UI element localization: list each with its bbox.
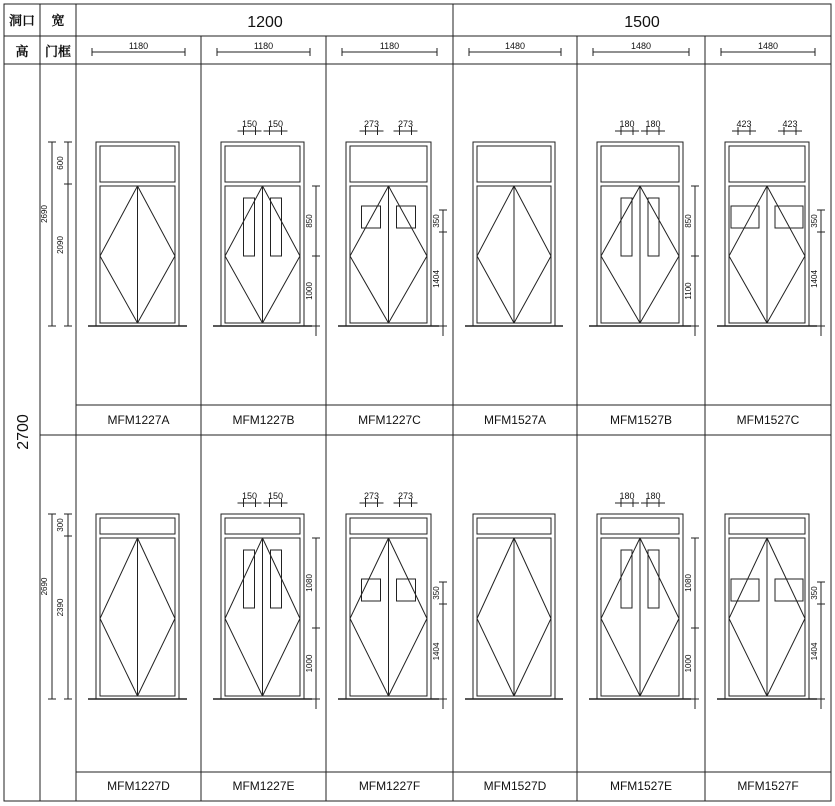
total-height-label: 2690 — [40, 205, 49, 223]
transom-panel — [350, 146, 427, 182]
model-label: MFM1227F — [358, 779, 421, 793]
door-mfm1227b — [213, 119, 320, 427]
window-dim-label: 180 — [619, 491, 635, 501]
transom-panel — [601, 146, 679, 182]
side-dim-label-lower: 1000 — [305, 654, 314, 673]
door-mfm1527c — [717, 119, 825, 427]
model-label: MFM1227B — [232, 413, 295, 427]
door-mfm1227c — [338, 119, 447, 427]
model-label: MFM1227D — [107, 779, 170, 793]
transom-panel — [601, 518, 679, 534]
swing-right — [389, 538, 428, 696]
transom-panel — [729, 146, 805, 182]
side-dim-label-upper: 850 — [305, 214, 314, 228]
door-mfm1527b — [589, 119, 699, 427]
window-dim-label: 273 — [363, 491, 380, 501]
vision-window-left — [244, 198, 255, 256]
swing-left — [350, 186, 389, 323]
frame-label: 门框 — [44, 44, 72, 59]
swing-left — [477, 538, 514, 696]
model-label: MFM1527D — [483, 779, 547, 793]
side-dim-label-lower: 1404 — [432, 642, 441, 661]
swing-left — [729, 186, 767, 323]
height-value: 2700 — [15, 414, 32, 450]
window-dim-label: 150 — [267, 491, 284, 501]
door-mfm1527a — [465, 142, 563, 427]
window-dim-label: 180 — [619, 119, 635, 129]
vision-window-left — [731, 579, 759, 601]
transom-height-label: 300 — [56, 518, 65, 532]
door-mfm1527f — [717, 514, 825, 793]
vision-window-right — [775, 579, 803, 601]
side-dim-label-upper: 1080 — [305, 574, 314, 592]
window-dim-label: 423 — [782, 119, 798, 129]
model-label: MFM1527F — [737, 779, 799, 793]
leaf-height-label: 2390 — [56, 598, 65, 617]
window-dim-label: 423 — [736, 119, 752, 129]
swing-left — [350, 538, 389, 696]
window-dim-label: 150 — [267, 119, 284, 129]
side-dim-label-lower: 1404 — [810, 642, 819, 661]
width-label: 宽 — [51, 13, 65, 28]
side-dim-label-lower: 1404 — [810, 270, 819, 288]
swing-right — [767, 538, 805, 696]
side-dim-label-upper: 350 — [810, 586, 819, 600]
vision-window-right — [271, 198, 282, 256]
window-dim-label: 180 — [645, 491, 661, 501]
side-dim-label-upper: 350 — [432, 586, 441, 600]
model-label: MFM1527E — [609, 779, 673, 793]
total-height-label: 2690 — [40, 577, 49, 596]
swing-left — [729, 538, 767, 696]
leaf-height-label: 2090 — [56, 236, 65, 254]
swing-left — [100, 186, 138, 323]
transom-height-label: 600 — [56, 156, 65, 170]
model-label: MFM1227C — [358, 413, 421, 427]
transom-panel — [477, 146, 551, 182]
side-dim-label-lower: 1000 — [305, 282, 314, 300]
hole-label: 洞口 — [8, 13, 36, 28]
swing-left — [100, 538, 138, 696]
side-dim-label-upper: 350 — [810, 214, 819, 228]
width-group-1200: 1200 — [247, 14, 283, 31]
transom-panel — [225, 518, 300, 534]
swing-right — [514, 186, 551, 323]
vision-window-right — [397, 579, 416, 601]
side-dim-label-upper: 350 — [432, 214, 441, 228]
side-dim-label-lower: 1404 — [432, 270, 441, 288]
frame-width-label: 1180 — [379, 41, 400, 51]
window-dim-label: 180 — [645, 119, 661, 129]
window-dim-label: 150 — [241, 119, 258, 129]
side-dim-label-lower: 1100 — [684, 282, 693, 300]
transom-panel — [477, 518, 551, 534]
swing-right — [138, 186, 176, 323]
transom-panel — [100, 518, 175, 534]
model-label: MFM1227E — [232, 779, 295, 793]
swing-left — [477, 186, 514, 323]
door-mfm1227d — [88, 514, 187, 793]
door-mfm1527e — [589, 491, 699, 793]
vision-window-right — [648, 198, 659, 256]
frame-width-label: 1180 — [253, 41, 274, 51]
transom-panel — [100, 146, 175, 182]
door-mfm1227e — [213, 491, 320, 793]
swing-right — [767, 186, 805, 323]
height-label: 高 — [15, 44, 29, 59]
swing-right — [514, 538, 551, 696]
swing-right — [138, 538, 176, 696]
window-dim-label: 150 — [241, 491, 258, 501]
side-dim-label-upper: 1080 — [684, 574, 693, 592]
transom-panel — [350, 518, 427, 534]
model-label: MFM1527B — [609, 413, 673, 427]
model-label: MFM1527A — [483, 413, 547, 427]
transom-panel — [729, 518, 805, 534]
window-dim-label: 273 — [397, 491, 414, 501]
transom-panel — [225, 146, 300, 182]
door-mfm1527d — [465, 514, 563, 793]
model-label: MFM1527C — [736, 413, 800, 427]
side-dim-label-upper: 850 — [684, 214, 693, 228]
side-dim-label-lower: 1000 — [684, 654, 693, 673]
frame-width-label: 1480 — [630, 41, 652, 51]
door-mfm1227f — [338, 491, 447, 793]
vision-window-left — [362, 579, 381, 601]
swing-right — [389, 186, 428, 323]
frame-width-label: 1180 — [128, 41, 149, 51]
door-mfm1227a — [88, 142, 187, 427]
frame-width-label: 1480 — [757, 41, 779, 51]
frame-width-label: 1480 — [504, 41, 526, 51]
window-dim-label: 273 — [363, 119, 380, 129]
vision-window-left — [621, 198, 632, 256]
window-dim-label: 273 — [397, 119, 414, 129]
model-label: MFM1227A — [107, 413, 170, 427]
width-group-1500: 1500 — [624, 14, 660, 31]
table-grid — [4, 4, 831, 801]
door-drawings — [40, 119, 825, 793]
